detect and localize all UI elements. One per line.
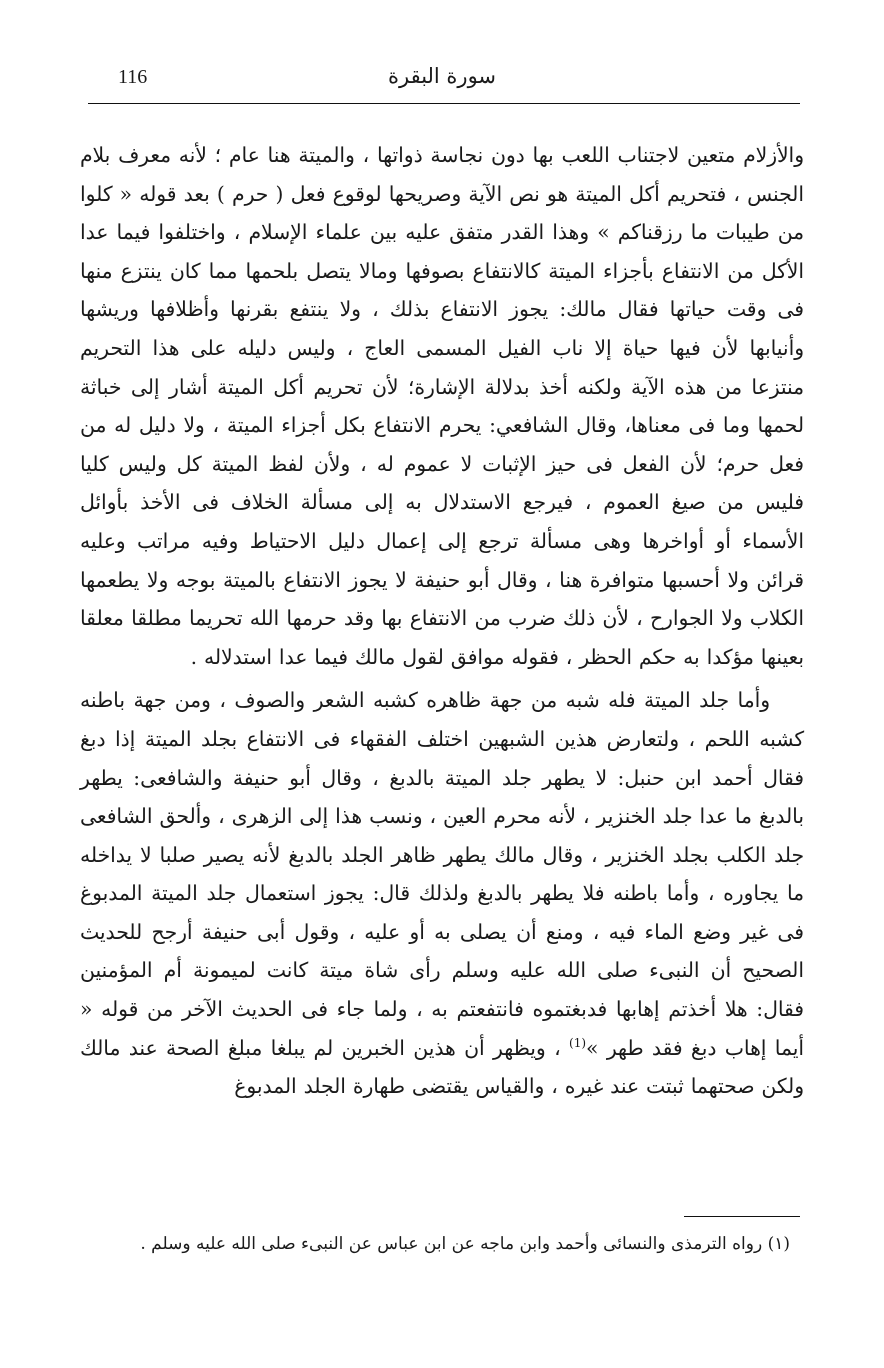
body-text: [80, 136, 804, 1106]
footnote-rule: [684, 1216, 800, 1217]
paragraph-2-continuation: ، ويظهر أن هذين الخبرين لم يبلغا مبلغ الصحة عند مالك ولكن صحتهما ثبتت عند غيره ، والقياس يقتضى طهارة الجلد المدبوغ: [80, 1035, 804, 1099]
header-rule: [88, 103, 800, 104]
page-number: 116: [118, 66, 148, 88]
paragraph-2: [80, 681, 804, 1106]
surah-title: سورة البقرة: [387, 64, 497, 88]
paragraph-1: والأزلام متعين لاجتناب اللعب بها دون نجاسة ذواتها ، والميتة هنا عام ؛ لأنه معرف بلام الجنس ، فتحريم أكل الميتة هو نص الآية وصريحها لوقوع فعل ( حرم ) بعد قوله « كلوا من طيبات ما رزقناكم » وهذا القدر متفق عليه بين علماء الإسلام ، واختلفوا فيما عدا الأكل من الانتفاع بأجزاء الميتة كالانتفاع بصوفها ومالا يتصل بلحمها مما كان ينتزع منها فى وقت حياتها فقال مالك: يجوز الانتفاع بذلك ، ولا ينتفع بقرنها وأظلافها وريشها وأنيابها لأن فيها حياة إلا ناب الفيل المسمى العاج ، وليس دليله على هذا التحريم منتزعا من هذه الآية ولكنه أخذ بدلالة الإشارة؛ لأن تحريم أكل الميتة أشار إلى خباثة لحمها وما فى معناها، وقال الشافعي: يحرم الانتفاع بكل أجزاء الميتة ، ولا دليل له من فعل حرم؛ لأن الفعل فى حيز الإثبات لا عموم له ، ولأن لفظ الميتة كل وليس كليا فليس من صيغ العموم ، فيرجع الاستدلال به إلى مسألة الخلاف فى الأخذ بأوائل الأسماء أو أواخرها وهى مسألة ترجع إلى إعمال دليل الاحتياط وفيه مراتب وعليه قرائن ولا أحسبها متوافرة هنا ، وقال أبو حنيفة لا يجوز الانتفاع بالميتة بوجه ولا يطعمها الكلاب ولا الجوارح ، لأن ذلك ضرب من الانتفاع بها وقد حرمها الله تحريما مطلقا معلقا بعينها مؤكدا به حكم الحظر ، فقوله موافق لقول مالك فيما عدا استدلاله .: [80, 143, 804, 669]
footnote-marker: (1): [569, 1035, 587, 1050]
running-head: [82, 58, 802, 98]
footnote: (١) رواه الترمذى والنسائى وأحمد وابن ماجه عن ابن عباس عن النبىء صلى الله عليه وسلم .: [140, 1234, 790, 1254]
paragraph-2-text: وأما جلد الميتة فله شبه من جهة ظاهره كشبه الشعر والصوف ، ومن جهة باطنه كشبه اللحم ، ولتعارض هذين الشبهين اختلف الفقهاء فى الانتفاع بجلد الميتة إذا دبغ فقال أحمد ابن حنبل: لا يطهر جلد الميتة بالدبغ ، وقال أبو حنيفة والشافعى: يطهر بالدبغ ما عدا جلد الخنزير ، لأنه محرم العين ، ونسب هذا إلى الزهرى ، وألحق الشافعى جلد الكلب بجلد الخنزير ، وقال مالك يطهر ظاهر الجلد بالدبغ لأنه يصير صلبا لا يداخله ما يجاوره ، وأما باطنه فلا يطهر بالدبغ ولذلك قال: يجوز استعمال جلد الميتة المدبوغ فى غير وضع الماء فيه ، ومنع أن يصلى به أو عليه ، وقول أبى حنيفة أرجح للحديث الصحيح أن النبىء صلى الله عليه وسلم رأى شاة ميتة كانت لميمونة أم المؤمنين فقال: هلا أخذتم إهابها فدبغتموه فانتفعتم به ، ولما جاء فى الحديث الآخر من قوله « أيما إهاب دبغ فقد طهر »: [80, 688, 804, 1060]
